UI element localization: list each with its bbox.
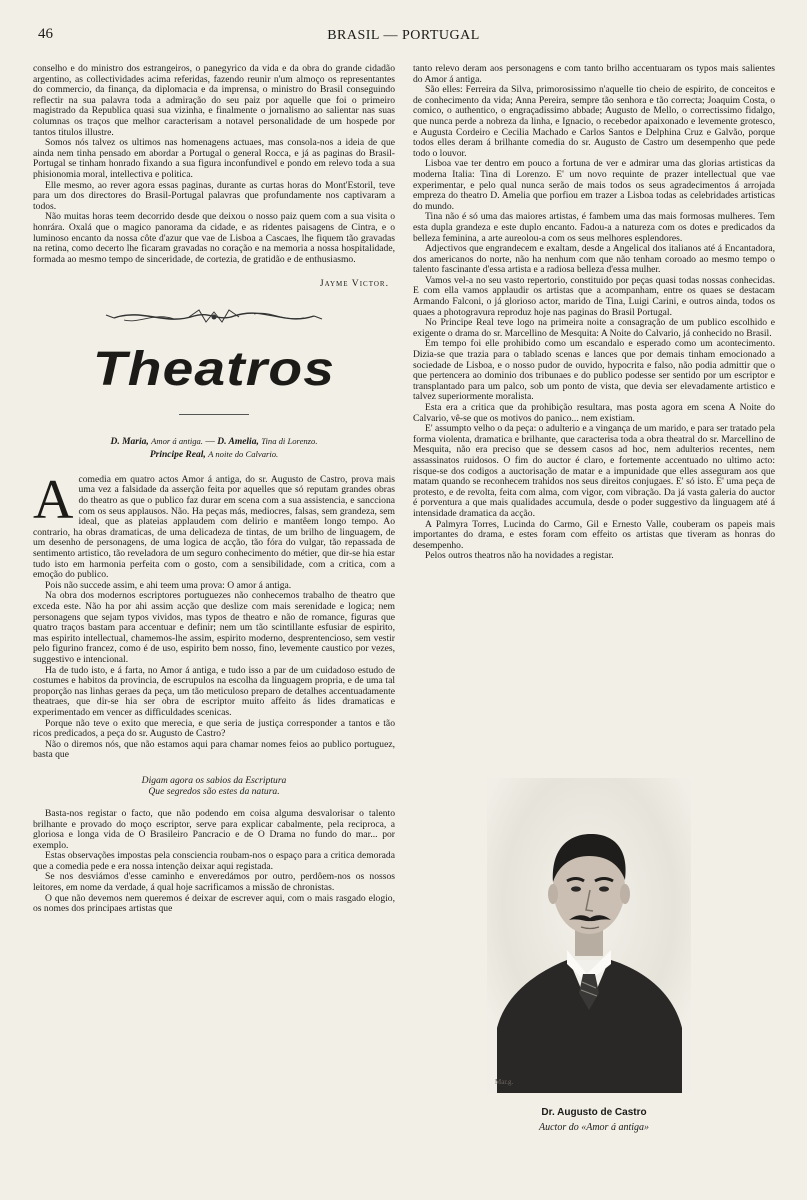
paragraph: Adjectivos que engrandecem e exaltam, desde a Angelical dos italianos até á Encantadora, dos americanos do norte, não ha nenhum com que não tenham coroado ao mesmo tempo o talento fascinante d'essa artista e a radiosa belleza d'essa mulher. <box>413 243 775 276</box>
paragraph: Lisboa vae ter dentro em pouco a fortuna de ver e admirar uma das glorias artisticas da moderna Italia: Tina di Lorenzo. E' um novo requinte de prazer intellectual que vae experimentar, e pelo qual nunca serão de mais todos os seus agradecimentos á arrojada emprezа do theatro D. Amelia que porfiou em trazer a Lisboa todas as celebridades artisticas do mundo. <box>413 158 775 212</box>
theatre-name: Principe Real, <box>149 449 206 460</box>
paragraph: Somos nós talvez os ultimos nas homenagens actuaes, mas consola-nos a ideia de que ainda nem tinha pensado em abordar a Portugal o general Rocca, e já as paginas do Brasil-Portugal se tinham honrado fixando a sua figura inconfundivel e pondo em relevo toda a sua phisionomia moral, intellectiva e politica. <box>33 137 395 180</box>
paragraph: A Palmyra Torres, Lucinda do Carmo, Gil e Ernesto Valle, couberam os papeis mais importantes do drama, e estes foram com effeito os artistas que tiveram as honras do desempenho. <box>413 518 775 551</box>
article-body <box>33 468 395 761</box>
paragraph: Esta era a critica que da prohibição resultara, mas posta agora em scena A Noite do Calvario, vê-se que os motivos do panico... nem existiam. <box>413 402 775 424</box>
paragraph: Elle mesmo, ao rever agora essas paginas, durante as curtas horas do Mont'Estoril, teve para um dos directores do Brasil-Portugal palavras que profundamente nos captivaram a todos. <box>33 179 395 212</box>
paragraph: Pois não succede assim, e ahi teem uma prova: O amor á antiga. <box>45 579 292 591</box>
running-head: BRASIL — PORTUGAL <box>327 28 480 43</box>
section-title: Theatros <box>92 342 336 396</box>
left-column <box>33 64 395 915</box>
section-subhead: D. Maria, Amor á antiga. — D. Amelia, Tina di Lorenzo. Principe Real, A noite do Calvario. <box>110 435 318 460</box>
paragraph: Pelos outros theatros não ha novidades a registar. <box>425 550 614 562</box>
portrait-photo <box>487 778 691 1093</box>
paragraph: São elles: Ferreira da Silva, primorosissimo n'aquelle tio cheio de espirito, de conceitos e de conhecimento da vida; Anna Pereira, sempre tão senhora e tão correcta; Joaquim Costa, o comico, o authentico, o engraçadissimo abbade; Augusto de Mello, o correctissimo fidalgo, que nunca perde a nobreza da linha, e Ignacio, o recebedor apaixonado e levemente grotesco, e Augusta Cordeiro e Cecilia Machado e Carlos Santos e Delphina Cruz e Galvão, porque todos elles deram á brilhante comedia do sr. Augusto de Castro um desempenho que pede todo o louvor. <box>413 84 775 159</box>
paragraph: Estas observações impostas pela consciencia roubam-nos o espaço para a critica demorada que a comedia pede e era nossa intenção deixar aqui registada. <box>33 850 395 872</box>
paragraph: Não muitas horas teem decorrido desde que deixou o nosso paiz quem com a sua visita o honrára. Oxalá que o magico panorama da cidade, e as ridentes paisagens de Cintra, e o luminoso encanto da nossa côte d'azur que vae de Lisboa a Cascaes, lhe fiquem tão gravadas na retina, como decerto lhe ficaram gravadas no coração e na memoria a nossa hospitalidade, formada ao mesmo tempo de sinceridade, de cortezia, de gratidão e de enthusiasmo. <box>33 211 395 265</box>
paragraph: No Principe Real teve logo na primeira noite a consagração de um publico escolhido e exigente o drama do sr. Marcellino de Mesquita: A Noite do Calvario, já conhecido no Brasil. <box>413 317 775 339</box>
caption-subtitle: Auctor do «Amor á antiga» <box>539 1122 649 1133</box>
play-title: Amor á antiga. <box>151 435 203 446</box>
portrait-caption <box>413 1107 775 1133</box>
right-column <box>413 64 775 562</box>
paragraph: Vamos vel-a no seu vasto repertorio, constituido por peças quasi todas nossas conhecidas. E com ella vamos applaudir os artistas que a acompanham, entre os quaes se destacam Armando Falconi, o já glorioso actor, marido de Tina, Luigi Carini, e outros ainda, todos os quaes a photogravura reproduz hoje nas paginas do Brasil Portugal. <box>413 274 775 318</box>
play-title: A noite do Calvario. <box>208 448 279 459</box>
drop-cap: A <box>33 468 74 531</box>
photo-credit: Mar.g. <box>495 1078 514 1086</box>
title-rule <box>179 414 249 415</box>
paragraph: Basta-nos registar o facto, que não podendo em coisa alguma desvalorisar o talento brilhante e provado do moço escriptor, serve para explicar cabalmente, pela reciproca, a gloriosa e longa vida de O Brasileiro Pancracio e de O Drama no fundo do mar... por exemplo. <box>33 807 395 851</box>
paragraph: Em tempo foi elle prohibido como um escandalo e esperado como um acontecimento. Dizia-se que trazia para o tablado scenas e lances que por demais tinham emocionado a sociedade de Lisboa, e o nosso pudor de ouvido, hypocrita e falso, não podia admittir que o que pertencera ao dominio dos tribunaes e do publico podesse ser sentido por um escriptor e transplantado para um palco, sob um ponto de vista, que devia ser elevadamente artistico e talvez superiormente moralista. <box>413 338 775 403</box>
play-title: Tina di Lorenzo. <box>261 435 318 446</box>
paragraph: O que não devemos nem queremos é deixar de escrever aqui, com o mais rasgado elogio, os nomes dos principaes artistas que <box>33 892 395 915</box>
author-signature: Jayme Victor. <box>319 278 389 290</box>
paragraph: Não o diremos nós, que não estamos aqui para chamar nomes feios ao publico portuguez, basta que <box>33 738 395 761</box>
paragraph: E' assumpto velho o da peça: o adulterio e a vingança de um marido, e para ser tratado pela forma violenta, dramatica e brilhante, que caracterisa toda a obra theatral do sr. Marcellino de Mesquita, não era preciso que se dessem casos ad hoc, nem adulterios recentes, nem assassinatos ruidosos. O fim do auctor é claro, e fortemente accentuado no ultimo acto: risque-se dos codigos a auctorisação de matar e a impunidade que elles asseguram aos que matam quando se reconhecem trahidos nos seus direitos conjugaes. E' só isto. E' uma peça de protesto, e de revolta, feita com alma, com vigor, com vibração. Da já vasta galeria do auctor é porventura a que mais qualidades accumula, desde o poder suggestivo da linguagem até á intensidade dramatica da acção. <box>413 423 775 519</box>
verse-quote <box>33 775 395 797</box>
caption-name: Dr. Augusto de Castro <box>541 1107 647 1118</box>
paragraph: Ha de tudo isto, e á farta, no Amor á antiga, e tudo isso a par de um cuidadoso estudo de costumes e habitos da provincia, de escrupulos na escolha da linguagem propria, e de uma tal proporção nas linhas geraes da peça, um tão meticuloso preparo de detalhes accentuadamente theatraes, que dir-se hia ser obra de escriptor muito affeito ás lides dramaticas e experimentado em vencer as difficuldades scenicas. <box>33 664 395 718</box>
paragraph: Na obra dos modernos escriptores portuguezes não conhecemos trabalho de theatro que exceda este. Não ha por ahi assim acção que deslize com mais serenidade e logica; nem personagens que sejam typos vividos, mas typos de theatro e não de romance, figuras que quatro traços bastam para accentuar e definir; nem um tão scintillante esfusiar de espirito, mas espirito intellectual, chamemos-lhe assim, espirito moderno, desprentencioso, sem vestir pelo figurino francez, como é de uso, espirito bem nosso, fino, levemente caustico por vezes, suggestivo e intencional. <box>33 590 395 665</box>
page-number: 46 <box>38 26 53 42</box>
theatre-name: D. Amelia, <box>217 436 259 447</box>
paragraph: tanto relevo deram aos personagens e com tanto brilho accentuaram os typos mais salientes do Amor á antiga. <box>413 63 775 85</box>
portrait-illustration <box>487 778 691 1093</box>
quote-line: Digam agora os sabios da Escriptura <box>141 774 287 786</box>
paragraph: conselho e do ministro dos estrangeiros, o panegyrico da vida e da obra do grande cidadão argentino, as collectividades acima referidas, fazendo reunir n'um almoço os representantes do commercio, da finança, da diplomacia e da imprensa, o ministro do Brasil conseguindo reflectir na sua palavra toda a admiração do seu paiz por aquelle que foi o primeiro magistrado da Republica quasi sua vizinha, e finalmente o jornalismo ao salientar nas suas columnas os traços que melhor caracterisam a notavel personalidade de um hospede por tantos titulos illustre. <box>33 63 395 138</box>
paragraph: Se nos desviámos d'esse caminho e enveredámos por outro, perdôem-nos os nossos leitores, em nome da verdade, á qual hoje sacrificamos a missão de chronistas. <box>33 871 395 894</box>
paragraph: Tina não é só uma das maiores artistas, é fambem uma das mais formosas mulheres. Tem esta dupla grandeza e este duplo encanto. Fadou-a a natureza com os dotes e predicados da belleza feminina, a arte aureolou-a com os seus melhores esplendores. <box>413 211 775 244</box>
decorative-ornament <box>94 304 334 330</box>
page-header <box>38 26 769 48</box>
paragraph: Porque não teve o exito que merecia, e que seria de justiça corresponder a tantos e tão ricos predicados, a peça do sr. Augusto de Castro? <box>33 717 395 740</box>
theatre-name: D. Maria, <box>110 436 149 447</box>
paragraph: comedia em quatro actos Amor á antiga, do sr. Augusto de Castro, prova mais uma vez a falsidade da asserção feita por aquelles que só reputam grandes obras do theatro as que o publico faz durar em scena com a sua assistencia, e sanccionа com os seus applausos. Não. Ha peças más, mediocres, falsas, sem grandeza, sem ideal, que as plateias applaudem com delirio e mantêem longo tempo. Ao contrario, ha obras dramaticas, de uma delicadeza de tintas, de um brilho de linguagem, de um desenho de personagens, de uma logica de acção, tão fóra do vulgar, tão repassada de sentimento artistico, tão reveladora de um seguro conhecimento do métier, que dir-se hia estar tudo isto em harmonia perfeita com o gosto, com a sensibilidade, com a critica, com a emoção do publico. <box>33 473 395 581</box>
quote-line: Que segredos são estes da natura. <box>148 785 280 797</box>
